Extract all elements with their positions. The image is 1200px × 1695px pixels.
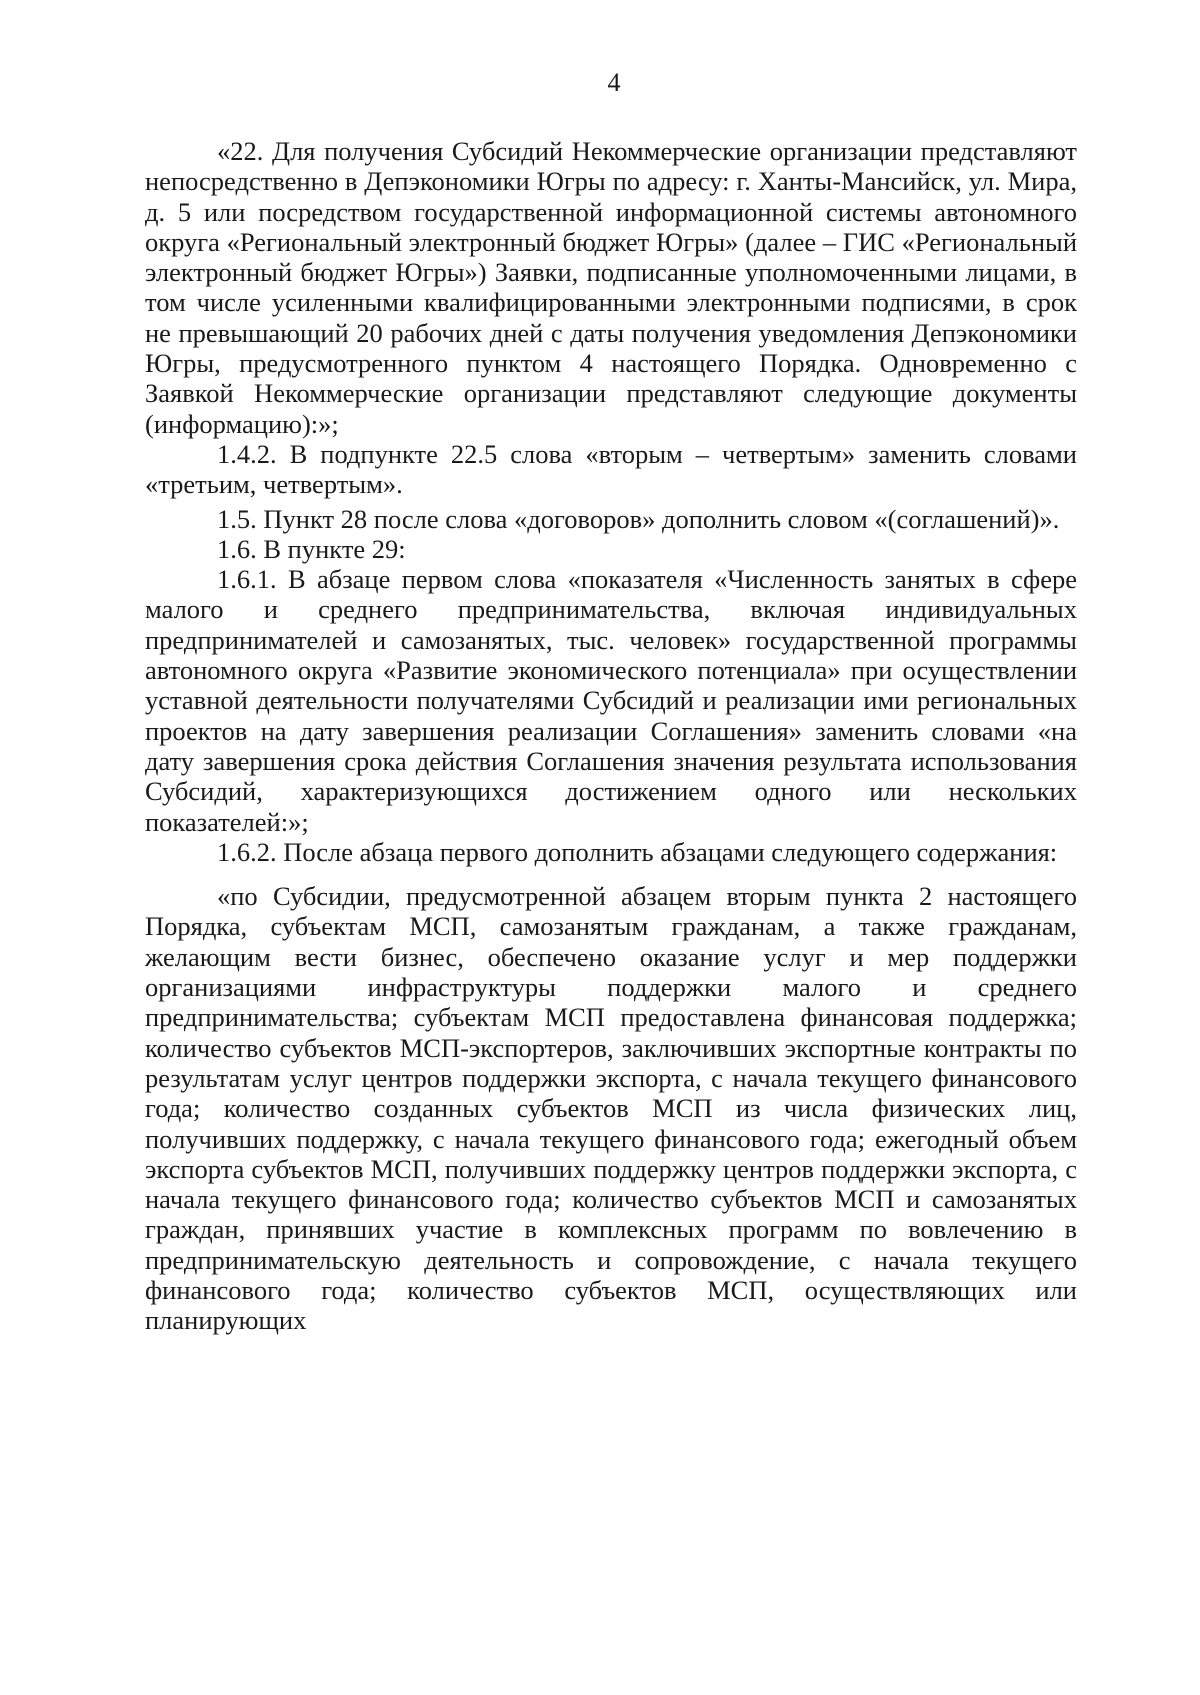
paragraph-1-6: 1.6. В пункте 29: <box>217 533 406 564</box>
document-body <box>145 136 1077 1336</box>
paragraph-item-22-text: «22. Для получения Субсидий Некоммерческие организации представляют непосредственно в Депэкономики Югры по адресу: г. Ханты-Мансийск, ул. Мира, д. 5 или посредством государственной информационной системы автономного округа «Региональный электронный бюджет Югры» (далее – ГИС «Региональный электронный бюджет Югры») Заявки, подписанные уполномоченными лицами, в том числе усиленными квалифицированными электронными подписями, в срок не превышающий 20 рабочих дней с даты получения уведомления Депэкономики Югры, предусмотренного пунктом 4 настоящего Порядка. Одновременно с Заявкой Некоммерческие организации представляют следующие документы (информацию):»; <box>145 136 1077 439</box>
paragraph-subsidy-indicators: «по Субсидии, предусмотренной абзацем вторым пункта 2 настоящего Порядка, субъектам МСП, самозанятым гражданам, а также гражданам, желающим вести бизнес, обеспечено оказание услуг и мер поддержки организациями инфраструктуры поддержки малого и среднего предпринимательства; субъектам МСП предоставлена финансовая поддержка; количество субъектов МСП-экспортеров, заключивших экспортные контракты по результатам услуг центров поддержки экспорта, с начала текущего финансового года; количество созданных субъектов МСП из числа физических лиц, получивших поддержку, с начала текущего финансового года; ежегодный объем экспорта субъектов МСП, получивших поддержку центров поддержки экспорта, с начала текущего финансового года; количество субъектов МСП и самозанятых граждан, принявших участие в комплексных программ по вовлечению в предпринимательскую деятельность и сопровождение, с начала текущего финансового года; количество субъектов МСП, осуществляющих или планирующих <box>145 881 1077 1336</box>
page-number: 4 <box>607 68 621 97</box>
paragraph-1-6-2: 1.6.2. После абзаца первого дополнить абзацами следующего содержания: <box>217 836 1058 867</box>
paragraph-1-5: 1.5. Пункт 28 после слова «договоров» дополнить словом «(соглашений)». <box>217 503 1060 534</box>
paragraph-1-6-1: 1.6.1. В абзаце первом слова «показателя «Численность занятых в сфере малого и среднего предпринимательства, включая индивидуальных предпринимателей и самозанятых, тыс. человек» государственной программы автономного округа «Развитие экономического потенциала» при осуществлении уставной деятельности получателями Субсидий и реализации ими региональных проектов на дату завершения реализации Соглашения» заменить словами «на дату завершения срока действия Соглашения значения результата использования Субсидий, характеризующихся достижением одного или нескольких показателей:»; <box>145 564 1077 837</box>
paragraph-1-4-2: 1.4.2. В подпункте 22.5 слова «вторым – четвертым» заменить словами «третьим, четвертым». <box>145 438 1077 500</box>
